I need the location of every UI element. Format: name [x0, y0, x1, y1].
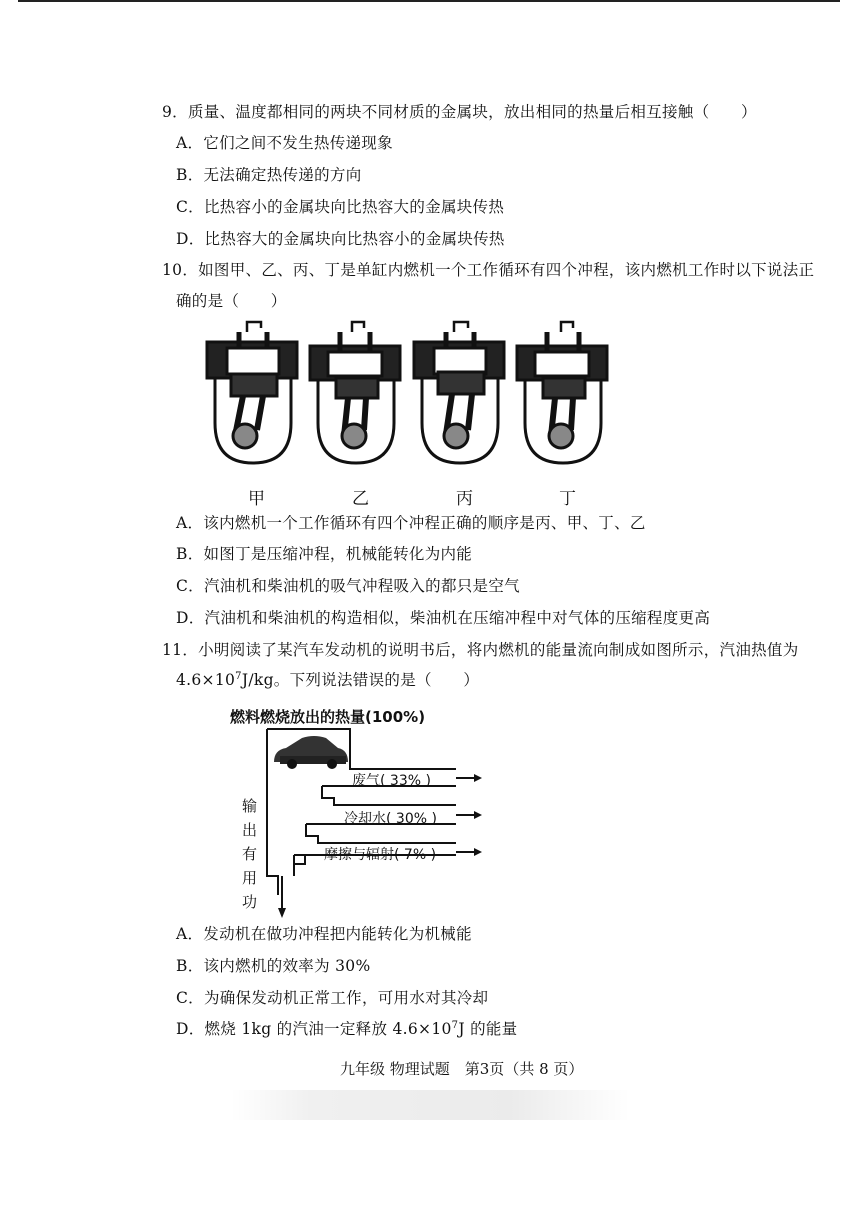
q11-option-c: C．为确保发动机正常工作，可用水对其冷却 [176, 989, 489, 1007]
flow-output-exhaust: 废气( 33% ) [352, 773, 431, 789]
q10-option-b: B．如图丁是压缩冲程，机械能转化为内能 [176, 545, 473, 563]
q11-option-a: A．发动机在做功冲程把内能转化为机械能 [176, 925, 472, 943]
q10-option-a: A．该内燃机一个工作循环有四个冲程正确的顺序是丙、甲、丁、乙 [176, 514, 646, 532]
q9-option-c: C．比热容小的金属块向比热容大的金属块传热 [176, 198, 505, 216]
q11-stem-line1: 11．小明阅读了某汽车发动机的说明书后，将内燃机的能量流向制成如图所示，汽油热值为 [162, 641, 799, 659]
q10-option-d: D．汽油机和柴油机的构造相似，柴油机在压缩冲程中对气体的压缩程度更高 [176, 609, 711, 627]
engine-diagram-yi [308, 318, 408, 468]
page-top-border [18, 0, 840, 2]
engine-diagram-jia [205, 318, 305, 468]
q10-stem-line2: 确的是（ ） [176, 292, 287, 310]
q10-stem-line1: 10．如图甲、乙、丙、丁是单缸内燃机一个工作循环有四个冲程，该内燃机工作时以下说法正 [162, 261, 815, 279]
page-footer: 九年级 物理试题 第3页（共 8 页） [340, 1060, 584, 1078]
engine-label-bing: 丙 [456, 489, 473, 509]
engine-diagram-ding [515, 318, 615, 468]
flow-title: 燃料燃烧放出的热量(100%) [230, 708, 426, 726]
q11-option-b: B．该内燃机的效率为 30% [176, 957, 371, 975]
q10-option-c: C．汽油机和柴油机的吸气冲程吸入的都只是空气 [176, 577, 520, 595]
engine-label-jia: 甲 [248, 489, 265, 509]
engine-diagram-bing [412, 318, 512, 468]
flow-output-friction: 摩擦与辐射( 7% ) [324, 847, 437, 863]
car-icon [274, 736, 348, 769]
q9-option-a: A．它们之间不发生热传递现象 [176, 134, 393, 152]
energy-flow-diagram [222, 700, 482, 920]
engine-label-ding: 丁 [559, 489, 576, 509]
q11-option-d: D．燃烧 1kg 的汽油一定释放 $4.6\times 10^7J$ 的能量 [176, 1019, 518, 1038]
q11-stem-line2: $4.6\times 10^7J/kg$。下列说法错误的是（ ） [176, 670, 480, 689]
q9-stem: 9．质量、温度都相同的两块不同材质的金属块，放出相同的热量后相互接触（ ） [162, 103, 757, 121]
q9-option-d: D．比热容大的金属块向比热容小的金属块传热 [176, 230, 505, 248]
flow-useful-work-label: 输 出 有 用 功 [242, 797, 258, 911]
engine-label-yi: 乙 [352, 489, 369, 509]
flow-output-cooling: 冷却水( 30% ) [344, 811, 437, 827]
bleed-through-smudge [230, 1090, 630, 1120]
q9-option-b: B．无法确定热传递的方向 [176, 166, 362, 184]
